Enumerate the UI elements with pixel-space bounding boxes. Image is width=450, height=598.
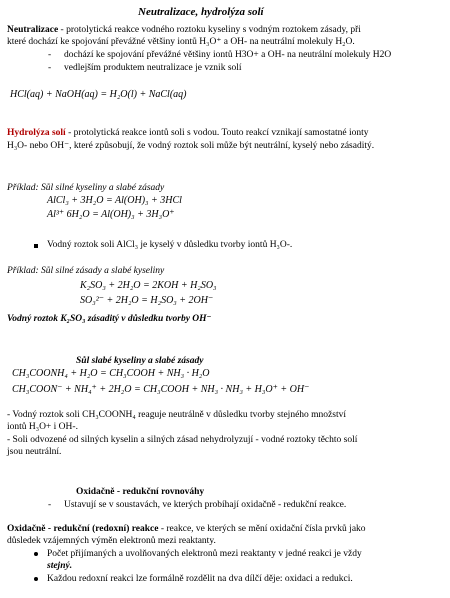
redox-bullet-1: Počet přijímaných a uvolňovaných elektronů mezi reaktanty v jedné reakci je vždy: [47, 549, 362, 559]
example3-eq1: CH₃COONH₄ + H₂O = CH₃COOH + NH₃ · H₂O: [12, 368, 210, 379]
neutralization-def-line2: které dochází ke spojování převážné většiny iontů H₃O⁺ a OH- na neutrální molekuly H₂O.: [7, 37, 355, 47]
bullet-dot-1: [34, 552, 38, 556]
page-title: Neutralizace, hydrolýza solí: [138, 6, 264, 18]
redox-term: Oxidačně - redukční (redoxní) reakce: [7, 524, 159, 534]
example1-eq2: Al³⁺ 6H₂O = Al(OH)₃ + 3H₃O⁺: [47, 209, 175, 220]
example3-heading: Sůl slabé kyseliny a slabé zásady: [76, 356, 204, 366]
redox-def2: důsledek vzájemných výměn elektronů mezi reaktanty.: [7, 536, 216, 546]
neutralization-item-2: vedlejším produktem neutralizace je vznik solí: [64, 63, 242, 73]
example2-eq2: SO₃²⁻ + 2H₂O = H₂SO₃ + 2OH⁻: [80, 295, 214, 306]
neutralization-def-line1: - protolytická reakce vodného roztoku kyseliny s vodným roztokem zásady, při: [58, 25, 361, 35]
neutralization-equation: HCl(aq) + NaOH(aq) = H₂O(l) + NaCl(aq): [10, 89, 187, 100]
example3-note1: - Vodný roztok soli CH₃COONH₄ reaguje neutrálně v důsledku tvorby stejného množství: [7, 410, 346, 420]
bullet-dot-2: [34, 577, 38, 581]
dash-3: -: [48, 500, 52, 510]
dash-1: -: [48, 50, 52, 60]
neutralization-term: Neutralizace: [7, 25, 59, 35]
example3-note1b: iontů H₃O+ i OH-.: [7, 422, 78, 432]
example1-heading: Příklad: Sůl silné kyseliny a slabé zásady: [7, 183, 165, 193]
example2-heading: Příklad: Sůl silné zásady a slabé kyseliny: [7, 266, 165, 276]
redox-bullet-2: Každou redoxní reakci lze formálně rozdělit na dva dílčí děje: oxidaci a redukci.: [47, 574, 353, 584]
hydrolysis-line2: H₃O- nebo OH⁻, které způsobují, že vodný roztok soli může být neutrální, kyselý nebo zásaditý.: [7, 141, 375, 151]
example3-note2: - Soli odvozené od silných kyselin a silných zásad nehydrolyzují - vodné roztoky těchto solí: [7, 435, 358, 445]
redox-def1: - reakce, ve kterých se mění oxidační čísla prvků jako: [158, 524, 366, 534]
hydrolysis-line1: - protolytická reakce iontů soli s vodou. Touto reakcí vznikají samostatné ionty: [65, 128, 369, 138]
example3-eq2: CH₃COON⁻ + NH₄⁺ + 2H₂O = CH₃COOH + NH₃ · NH₃ + H₃O⁺ + OH⁻: [12, 384, 310, 395]
example1-eq1: AlCl₃ + 3H₂O = Al(OH)₃ + 3HCl: [47, 195, 182, 206]
redox-heading: Oxidačně - redukční rovnováhy: [76, 487, 205, 497]
bullet-square-1: [34, 244, 38, 248]
redox-bullet-1b: stejný.: [47, 561, 73, 571]
hydrolysis-term: Hydrolýza solí: [7, 128, 66, 138]
redox-item: Ustavují se v soustavách, ve kterých probíhají oxidačně - redukční reakce.: [64, 500, 347, 510]
neutralization-definition: [7, 24, 361, 36]
example2-eq1: K₂SO₃ + 2H₂O = 2KOH + H₂SO₃: [80, 280, 217, 291]
example1-note: Vodný roztok soli AlCl₃ je kyselý v důsledku tvorby iontů H₃O-.: [47, 240, 293, 250]
example3-note2b: jsou neutrální.: [7, 447, 62, 457]
dash-2: -: [48, 63, 52, 73]
hydrolysis-definition: [7, 127, 369, 139]
example2-note: Vodný roztok K₂SO₃ zásaditý v důsledku tvorby OH⁻: [7, 314, 212, 324]
neutralization-item-1: dochází ke spojování převážné většiny iontů H3O+ a OH- na neutrální molekuly H2O: [64, 50, 392, 60]
redox-definition: [7, 523, 366, 535]
